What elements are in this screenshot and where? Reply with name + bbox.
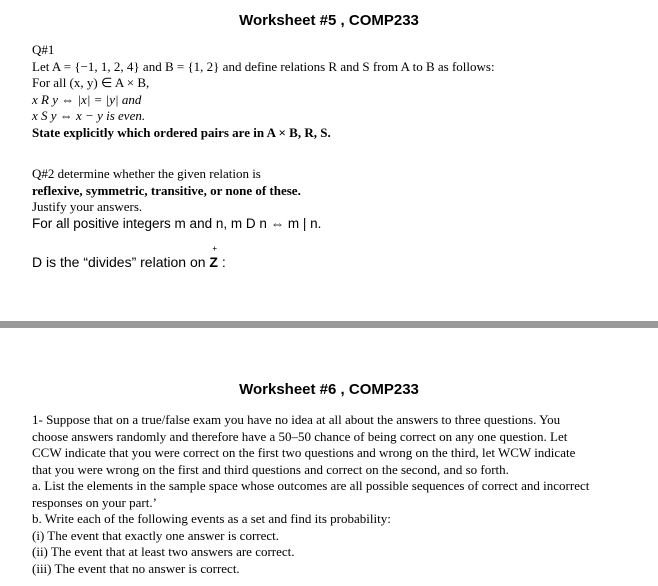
q2-line-2: reflexive, symmetric, transitive, or none of these.: [32, 182, 301, 198]
ws6-line: b. Write each of the following events as a set and find its probability:: [32, 511, 391, 526]
divides-relation-line: [32, 244, 632, 270]
ws6-line: (ii) The event that at least two answers are correct.: [32, 544, 295, 559]
ws6-line: that you were wrong on the first and third questions and correct on the second, and so forth.: [32, 461, 509, 477]
q1-line-1: Let A = {−1, 1, 2, 4} and B = {1, 2} and define relations R and S from A to B as follows:: [32, 58, 495, 74]
worksheet-6-question: [32, 412, 652, 577]
q2-line-3: Justify your answers.: [32, 199, 143, 214]
section-divider: [0, 321, 658, 328]
ws6-line: (i) The event that exactly one answer is correct.: [32, 527, 280, 543]
q1-line-4: x S y ⇔ x − y is even.: [32, 108, 146, 123]
divides-text: D is the “divides” relation on: [32, 254, 210, 270]
ws6-line: choose answers randomly and therefore have a 50–50 chance of being correct on any one question. Let: [32, 428, 568, 444]
q1-label: Q#1: [32, 42, 55, 57]
worksheet-6-title: Worksheet #6 , COMP233: [239, 381, 419, 398]
worksheet-5-title: Worksheet #5 , COMP233: [239, 12, 419, 29]
ws6-line: responses on your part.’: [32, 494, 157, 510]
q2-line-1: Q#2 determine whether the given relation is: [32, 166, 261, 181]
ws6-line: a. List the elements in the sample space whose outcomes are all possible sequences of correct and incorrect: [32, 478, 590, 493]
ws6-line: 1- Suppose that on a true/false exam you have no idea at all about the answers to three questions. You: [32, 412, 561, 427]
q1-line-2: For all (x, y) ∈ A × B,: [32, 75, 150, 90]
ws6-line: (iii) The event that no answer is correct.: [32, 560, 240, 576]
q1-line-3: x R y ⇔ |x| = |y| and: [32, 91, 142, 107]
divides-colon: :: [217, 254, 226, 270]
question-1: [32, 42, 632, 141]
question-2: [32, 166, 632, 232]
q1-line-5: State explicitly which ordered pairs are in A × B, R, S.: [32, 124, 331, 140]
z-plus-symbol: Z +: [209, 244, 218, 270]
q2-line-4: For all positive integers m and n, m D n ⇔ m | n.: [32, 215, 322, 231]
ws6-line: CCW indicate that you were correct on the first two questions and wrong on the third, let WCW indicate: [32, 445, 576, 460]
